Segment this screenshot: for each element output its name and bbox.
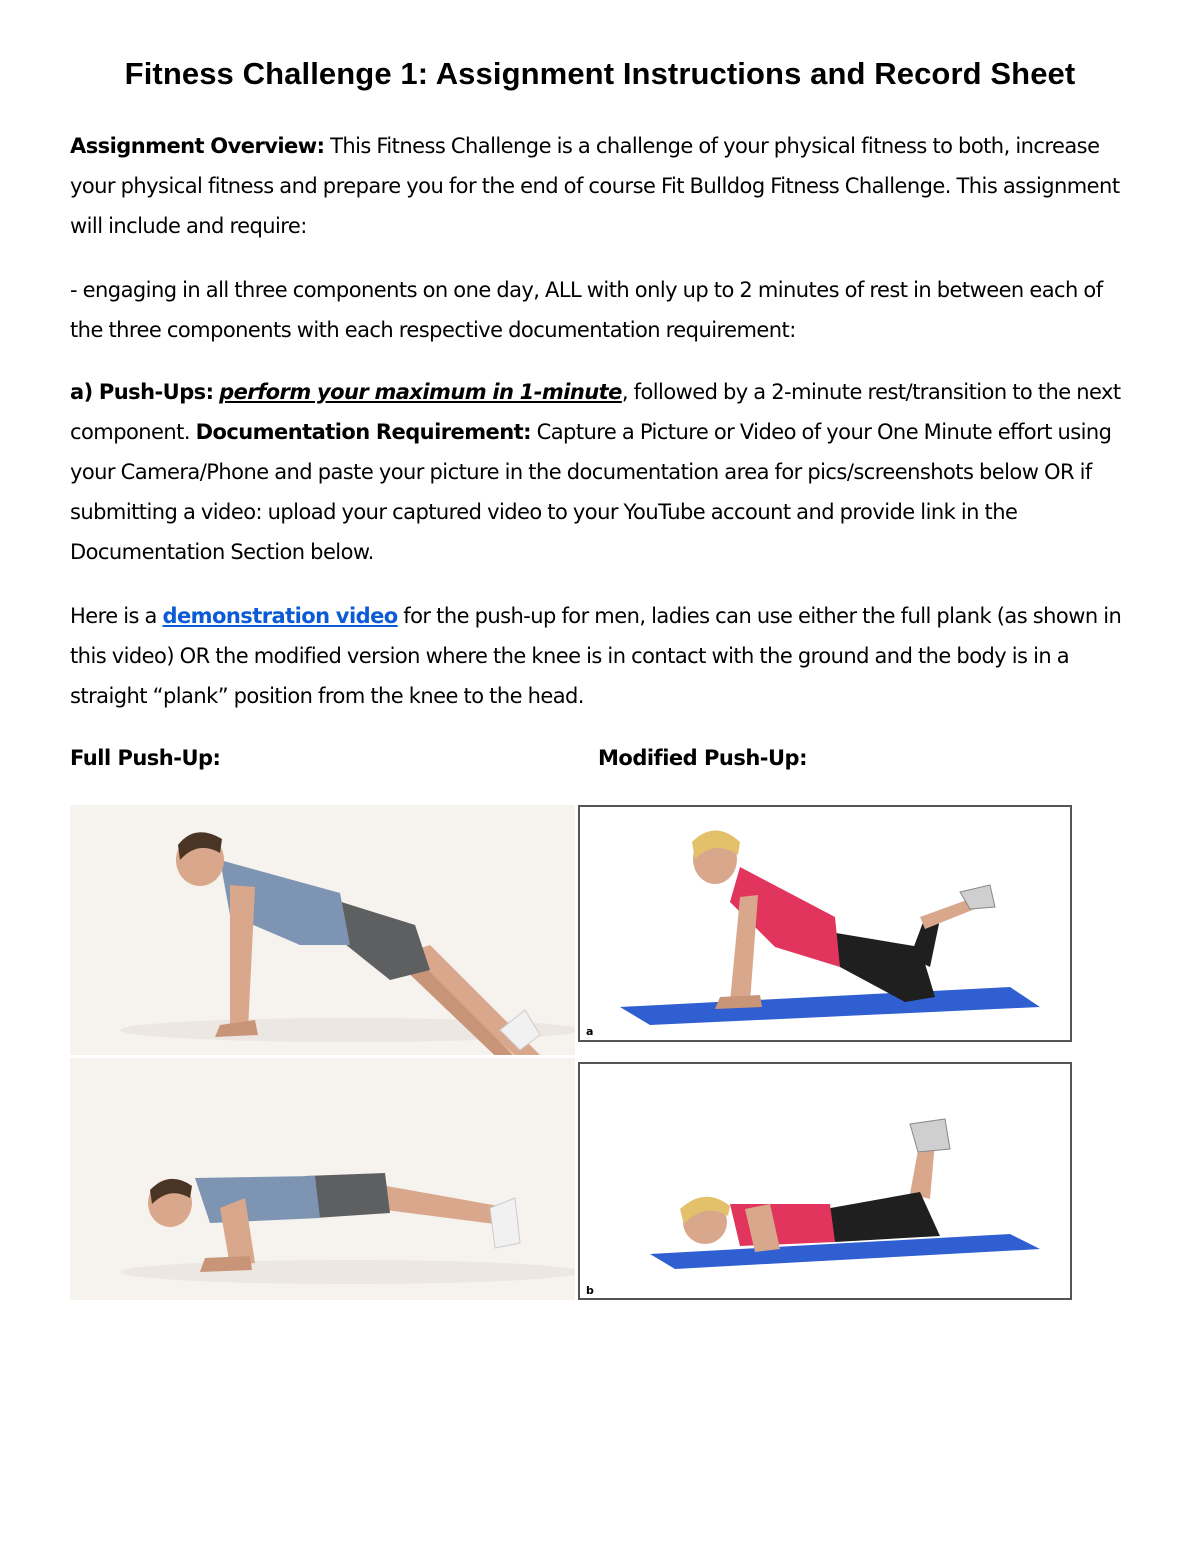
full-pushup-label: Full Push-Up: [70,746,221,770]
requirement-paragraph: - engaging in all three components on one day, ALL with only up to 2 minutes of rest in between each of the three components with each respective documentation requirement: [70,278,1103,342]
demo-prefix: Here is a [70,604,163,628]
full-pushup-photo-down [70,1058,575,1300]
page-title: Fitness Challenge 1: Assignment Instructions and Record Sheet [124,56,1076,91]
documentation-label: Documentation Requirement: [195,420,531,444]
pushups-text2: Capture a Picture or Video of your One Minute effort using your Camera/Phone and paste your picture in the documentation area for pics/screenshots below OR if submitting a video: upload your captured video to your YouTube account and provide link in the Documentation Section below. [70,420,1112,564]
modified-pushup-photo-b [578,1062,1072,1300]
overview-paragraph [70,126,1140,246]
demo-suffix: for the push-up for men, ladies can use either the full plank (as shown in this video) OR the modified version where the knee is in contact with the ground and the body is in a straight “plank” position from the knee to the head. [70,604,1122,708]
figure-tag-b: b [586,1284,594,1297]
figure-tag-a: a [586,1025,594,1038]
modified-pushup-label: Modified Push-Up: [598,746,807,770]
full-pushup-photo-up [70,805,575,1055]
demonstration-video-link[interactable]: demonstration video [162,604,398,628]
pushups-emphasis: perform your maximum in 1-minute [219,380,622,404]
pushups-text1: , followed by a 2-minute rest/transition to the next component. [70,380,1121,444]
pushups-paragraph [70,372,1140,572]
overview-text: This Fitness Challenge is a challenge of your physical fitness to both, increase your physical fitness and prepare you for the end of course Fit Bulldog Fitness Challenge. This assignment will include and require: [70,134,1120,238]
overview-label: Assignment Overview: [70,134,325,158]
pushups-label: a) Push-Ups: [70,380,214,404]
demo-paragraph [70,596,1140,716]
modified-pushup-photo-a [578,805,1072,1042]
